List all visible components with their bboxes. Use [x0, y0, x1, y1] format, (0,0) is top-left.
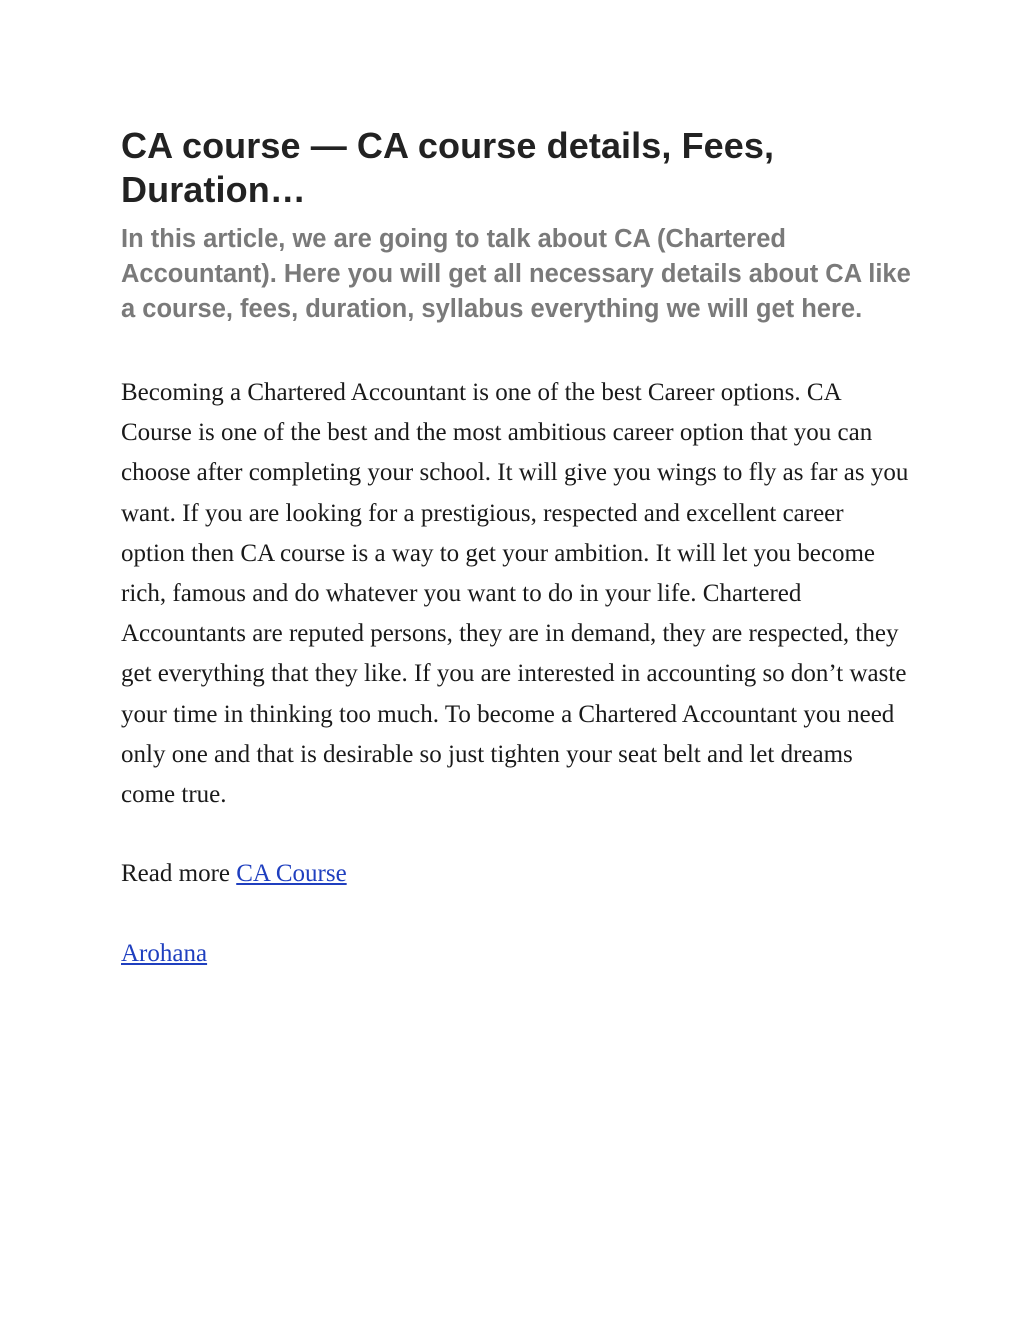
article-subtitle: In this article, we are going to talk about CA (Chartered Accountant). Here you will get all necessary details about CA like a course, fees, duration, syllabus everything we will get here. — [121, 225, 911, 323]
document-page — [121, 124, 911, 974]
read-more-line — [121, 854, 911, 894]
read-more-prefix: Read more — [121, 860, 237, 888]
author-link[interactable]: Arohana — [121, 940, 208, 968]
author-line — [121, 934, 911, 974]
article-title: CA course — CA course details, Fees, Duration… — [121, 125, 775, 210]
article-body: Becoming a Chartered Accountant is one of the best Career options. CA Course is one of the best and the most ambitious career option that you can choose after completing your school. It will give you wings to fly as far as you want. If you are looking for a prestigious, respected and excellent career option then CA course is a way to get your ambition. It will let you become rich, famous and do whatever you want to do in your life. Chartered Accountants are reputed persons, they are in demand, they are respected, they get everything that they like. If you are interested in accounting so don’t waste your time in thinking too much. To become a Chartered Accountant you need only one and that is desirable so just tighten your seat belt and let dreams come true. — [121, 379, 909, 809]
ca-course-link[interactable]: CA Course — [236, 860, 347, 888]
